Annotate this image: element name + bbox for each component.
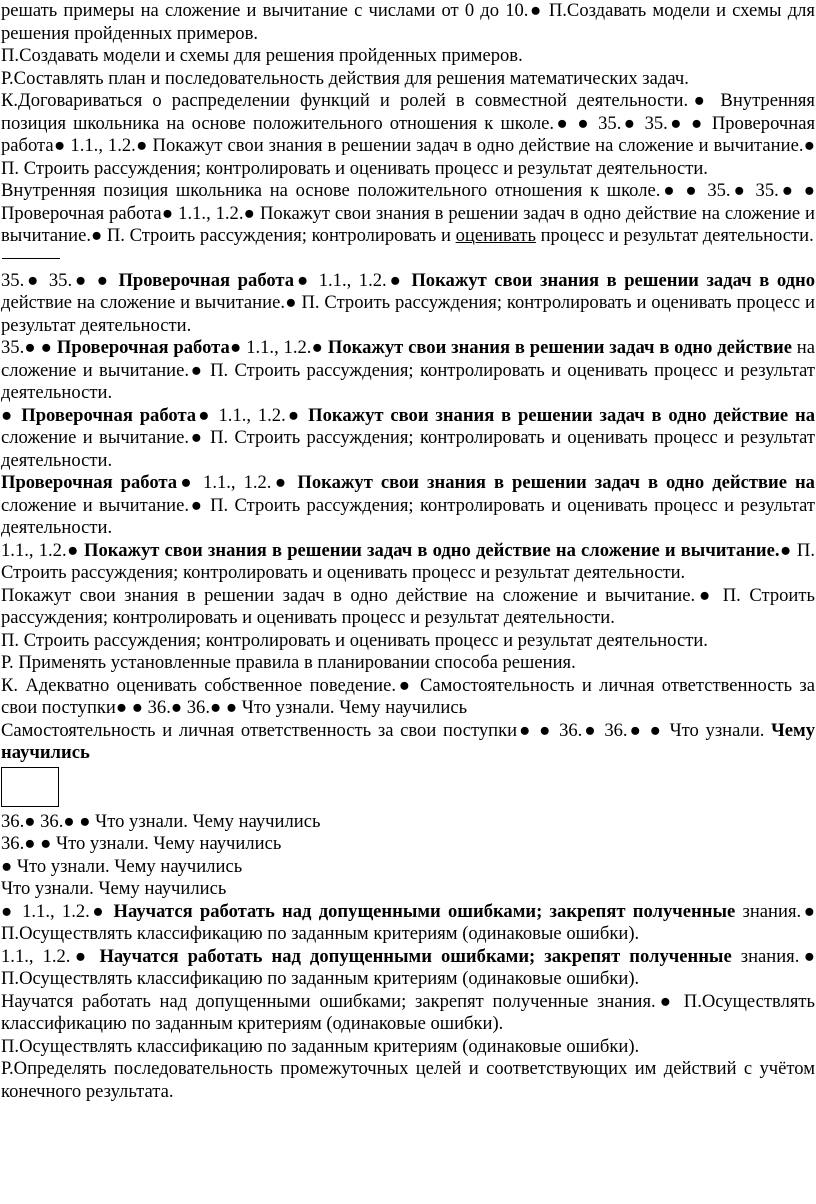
text-run: ● xyxy=(1,404,22,426)
paragraph xyxy=(0,472,816,540)
paragraph xyxy=(0,337,816,405)
paragraph xyxy=(0,270,816,338)
text-run: 35.● xyxy=(1,337,41,358)
text-run-bold: Научатся работать над допущенными ошибками; закрепят полученные xyxy=(113,900,736,922)
text-run: 35.● 35.● ● xyxy=(1,269,119,291)
text-run-bold: Проверочная работа xyxy=(118,269,295,291)
spacer xyxy=(0,248,816,270)
horizontal-rule xyxy=(2,258,60,259)
text-run-bold: Покажут свои знания в решении задач в одно действие на xyxy=(297,472,815,493)
text-run: ● xyxy=(40,337,57,358)
text-run-bold: Проверочная работа xyxy=(1,472,178,493)
text-run-bold: Покажут свои знания в решении задач в одно действие на сложение и вычитание. xyxy=(84,539,780,561)
text-run-bold: Покажут свои знания в решении задач в одно действие xyxy=(327,337,792,358)
text-run-bold: Покажут свои знания в решении задач в одно действие на xyxy=(308,404,815,426)
text-run-bold: Проверочная работа xyxy=(21,404,197,426)
text-run: ● 1.1., 1.2.● xyxy=(1,900,114,922)
spacer xyxy=(0,765,816,811)
paragraph xyxy=(0,180,816,248)
text-run: 1.1., 1.2.● xyxy=(1,539,84,561)
text-run-bold: Проверочная работа xyxy=(56,337,230,358)
text-run-bold: Чему научились xyxy=(1,719,815,763)
paragraph xyxy=(0,720,816,765)
text-run: ● 1.1., 1.2.● xyxy=(177,472,298,493)
paragraph xyxy=(0,405,816,473)
text-run: сложение и вычитание.● П. Строить рассуждения; контролировать и оценивать процесс и результат деятельности. xyxy=(1,494,815,538)
text-run: ● П. Строить рассуждения; контролировать и оценивать процесс и результат деятельности. xyxy=(1,539,815,583)
text-run: ● 1.1., 1.2.● xyxy=(294,269,412,291)
paragraph: решать примеры на сложение и вычитание с числами от 0 до 10.● П.Создавать модели и схемы для решения пройденных примеров. xyxy=(1,0,815,44)
paragraph: П.Осуществлять классификацию по заданным критериям (одинаковые ошибки). xyxy=(1,1035,640,1057)
paragraph: Р.Определять последовательность промежуточных целей и соответствующих им действий с учётом конечного результата. xyxy=(1,1058,815,1102)
paragraph: Р.Составлять план и последовательность действия для решения математических задач. xyxy=(1,67,689,89)
paragraph: 36.● ● Что узнали. Чему научились xyxy=(1,833,282,854)
paragraph: Р. Применять установленные правила в планировании способа решения. xyxy=(1,652,576,673)
paragraph: К. Адекватно оценивать собственное поведение.● Самостоятельность и личная ответственность за свои поступки● ● 36.● 36.● ● Что узнали. Чему научились xyxy=(1,674,815,718)
paragraph: П. Строить рассуждения; контролировать и оценивать процесс и результат деятельности. xyxy=(1,629,708,651)
text-run: на сложение и вычитание.● П. Строить рассуждения; контролировать и оценивать процесс и результат деятельности. xyxy=(1,337,815,403)
paragraph: Покажут свои знания в решении задач в одно действие на сложение и вычитание.● П. Строить рассуждения; контролировать и оценивать процесс и результат деятельности. xyxy=(1,584,815,628)
text-run: ● 1.1., 1.2.● xyxy=(229,337,328,358)
paragraph: 36.● 36.● ● Что узнали. Чему научились xyxy=(1,810,321,832)
text-run: 1.1., 1.2.● xyxy=(1,945,100,967)
paragraph: Что узнали. Чему научились xyxy=(1,878,227,899)
paragraph: К.Договариваться о распределении функций и ролей в совместной деятельности.● Внутренняя позиция школьника на основе положительного отношения к школе.● ● 35.● 35.● ● Проверочная работа● 1.1., 1.2.● Покажут свои знания в решении задач в одно действие на сложение и вычитание.● П. Строить рассуждения; контролировать и оценивать процесс и результат деятельности. xyxy=(1,90,815,179)
text-run-underlined: оценивать xyxy=(455,225,536,246)
paragraph: П.Создавать модели и схемы для решения пройденных примеров. xyxy=(1,45,523,66)
text-run: знания.● П.Осуществлять классификацию по заданным критериям (одинаковые ошибки). xyxy=(1,945,815,989)
text-run: сложение и вычитание.● П. Строить рассуждения; контролировать и оценивать процесс и результат деятельности. xyxy=(1,427,815,471)
text-run: процесс и результат деятельности. xyxy=(535,225,814,246)
paragraph: ● Что узнали. Чему научились xyxy=(1,855,243,877)
paragraph: Научатся работать над допущенными ошибками; закрепят полученные знания.● П.Осуществлять классификацию по заданным критериям (одинаковые ошибки). xyxy=(1,990,815,1034)
paragraph xyxy=(0,946,816,991)
text-run-bold: Научатся работать над допущенными ошибками; закрепят полученные xyxy=(99,945,732,967)
text-run-bold: Покажут свои знания в решении задач в одно xyxy=(411,269,816,291)
text-run: Самостоятельность и личная ответственность за свои поступки● ● 36.● 36.● ● Что узнали. xyxy=(1,719,772,741)
text-run: знания.● П.Осуществлять классификацию по заданным критериям (одинаковые ошибки). xyxy=(1,900,815,944)
empty-box xyxy=(1,767,59,807)
text-run: Внутренняя позиция школьника на основе положительного отношения к школе.● ● 35.● 35.● ● Проверочная работа● 1.1., 1.2.● Покажут свои знания в решении задач в одно действие на сложение и вычитание.● П. Строить рассуждения; контролировать и xyxy=(1,180,815,246)
paragraph xyxy=(0,540,816,585)
paragraph xyxy=(0,901,816,946)
text-run: ● 1.1., 1.2.● xyxy=(196,404,309,426)
text-run: действие на сложение и вычитание.● П. Строить рассуждения; контролировать и оценивать процесс и результат деятельности. xyxy=(1,292,815,336)
